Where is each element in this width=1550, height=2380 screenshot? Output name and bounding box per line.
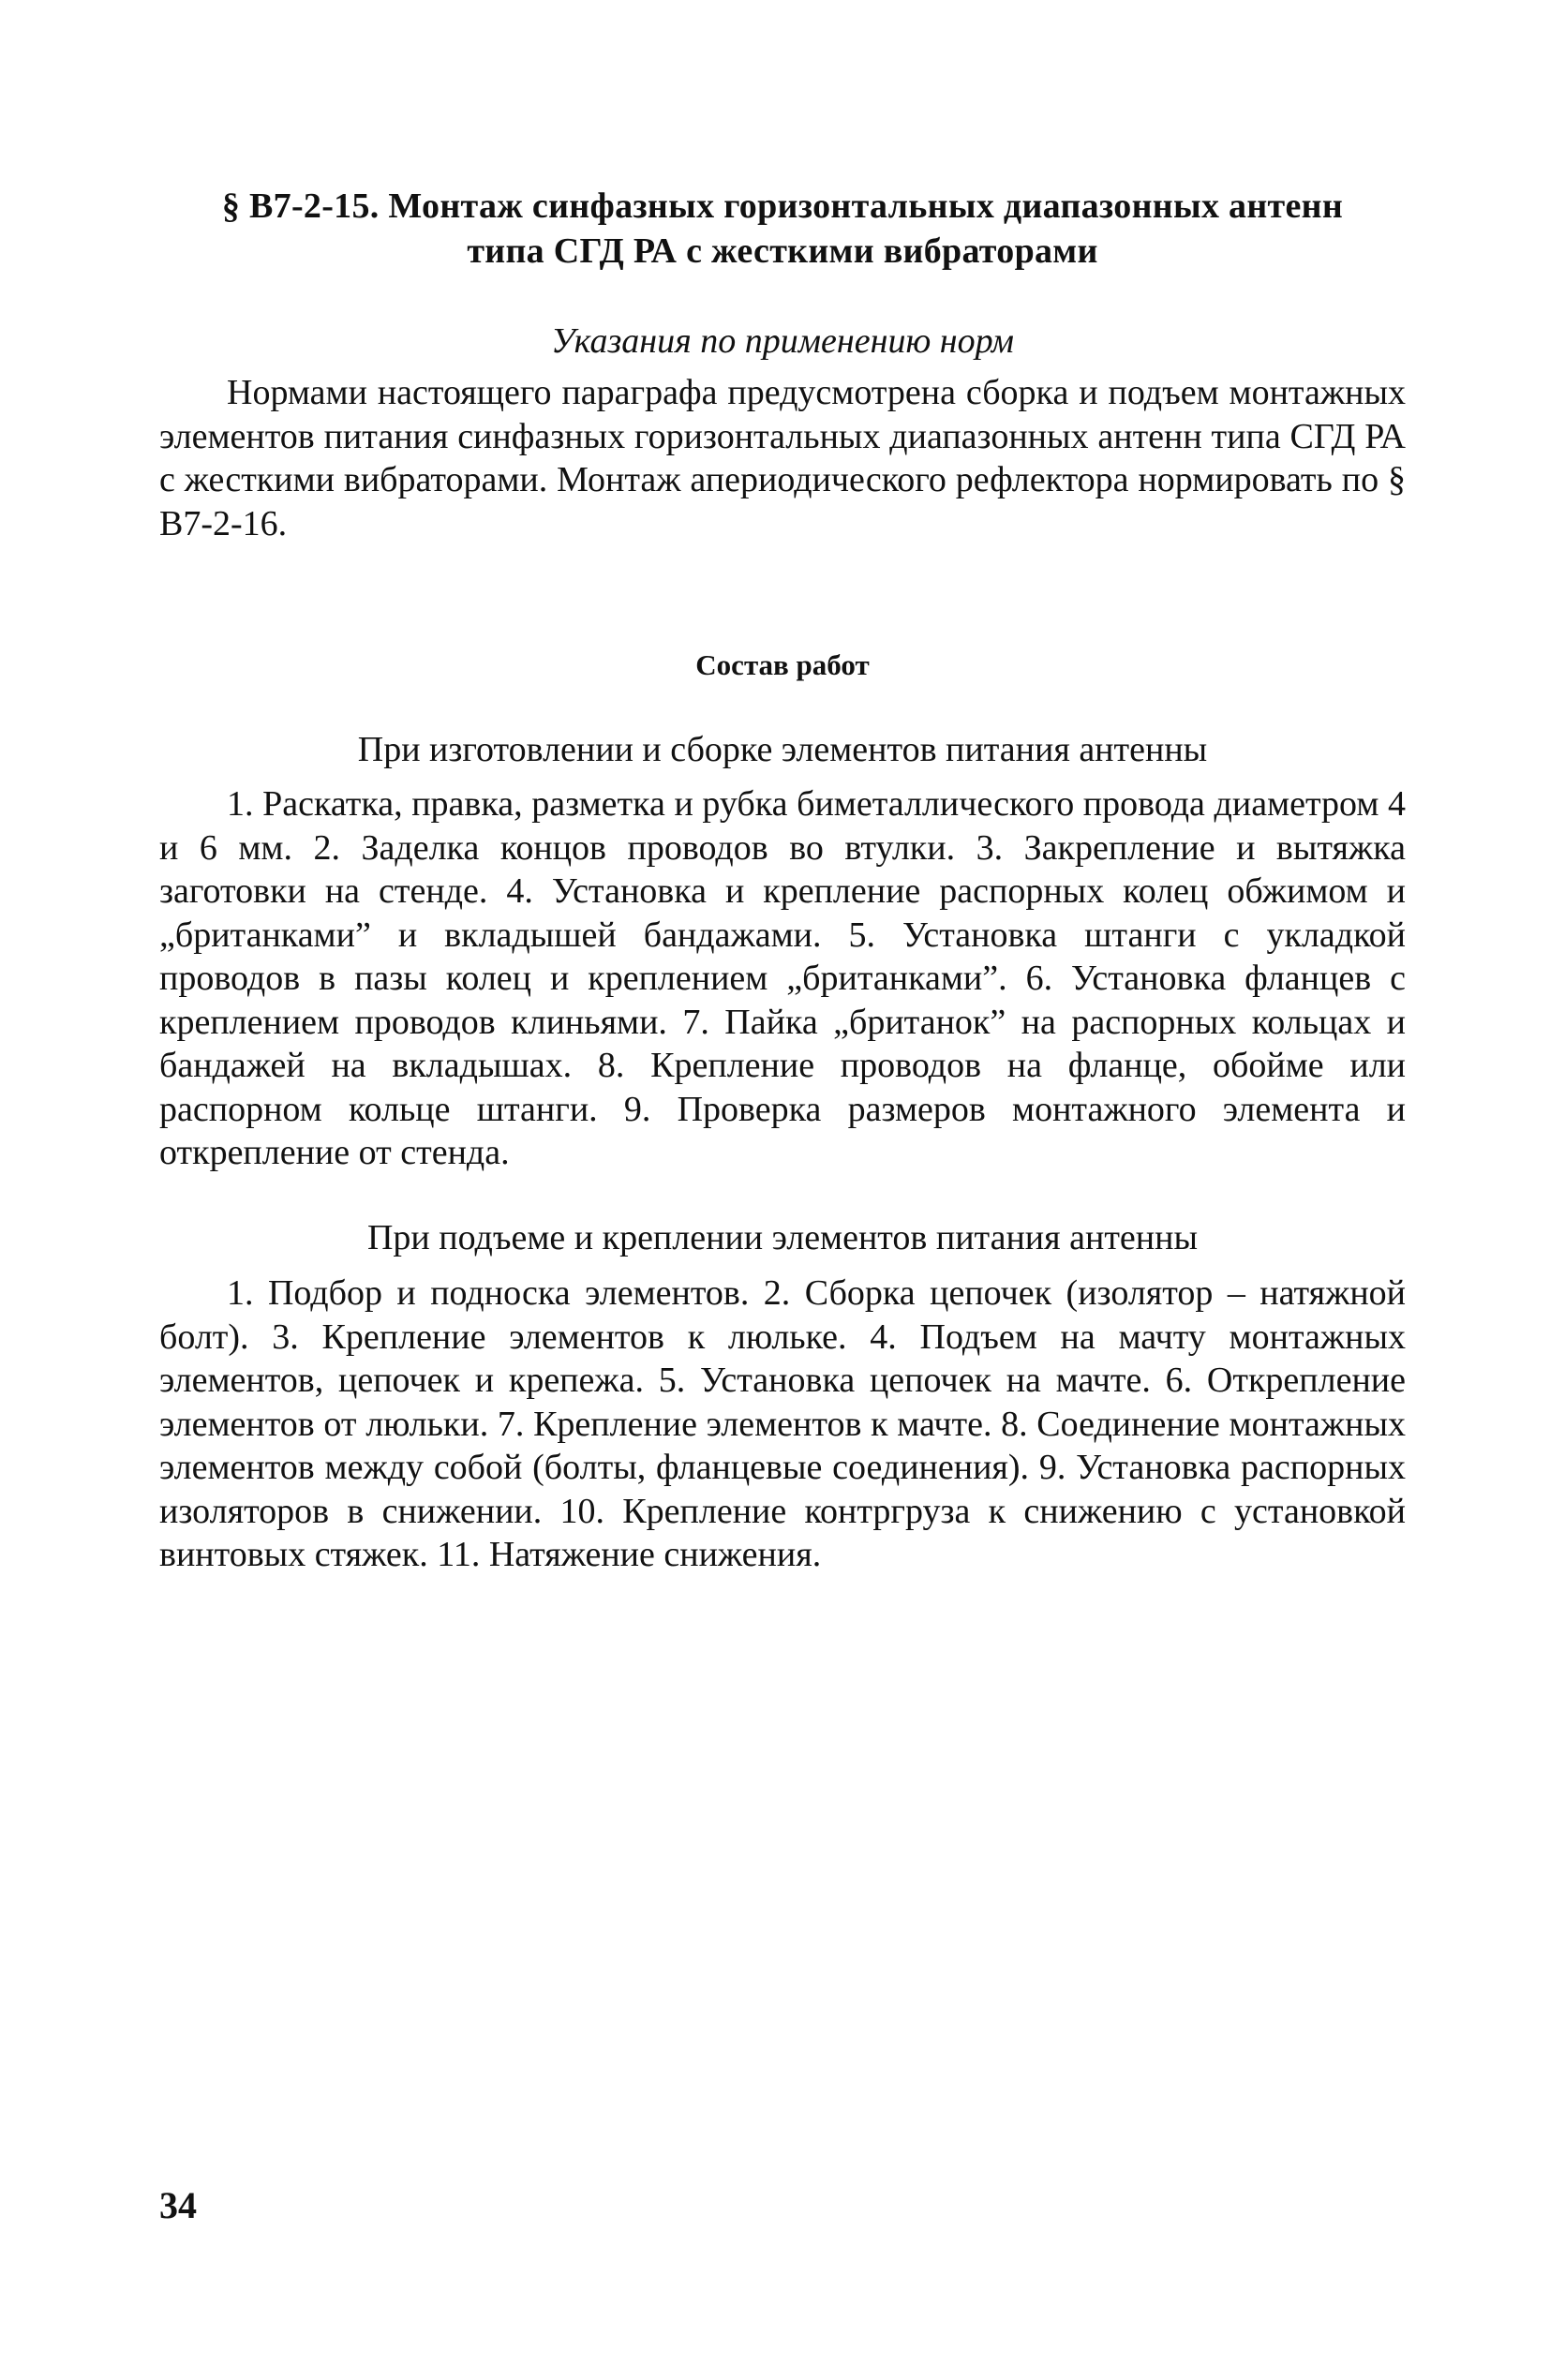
section-title-line-1: § В7-2-15. Монтаж синфазных горизонтальных диапазонных антенн bbox=[221, 186, 1344, 226]
page-number: 34 bbox=[159, 2184, 197, 2226]
usage-paragraph: Нормами настоящего параграфа предусмотрена сборка и подъем монтажных элементов питания синфазных горизонтальных диапазонных антенн типа СГД РА с жесткими вибраторами. Монтаж апериодического рефлектора нормировать по § В7-2-16. bbox=[159, 373, 1406, 543]
usage-heading: Указания по применению норм bbox=[551, 321, 1014, 361]
fabrication-section-paragraph: 1. Раскатка, правка, разметка и рубка биметаллического провода диаметром 4 и 6 мм. 2. Заделка концов проводов во втулки. 3. Закрепление и вытяжка заготовки на стенде. 4. Установка и крепление распорных колец обжимом и „британками” и вкладышей бандажами. 5. Установка штанги с укладкой проводов в пазы колец и креплением „британками”. 6. Установка фланцев с креплением проводов клиньями. 7. Пайка „британок” на распорных кольцах и бандажей на вкладышах. 8. Крепление проводов на фланце, обойме или распорном кольце штанги. 9. Проверка размеров монтажного элемента и открепление от стенда. bbox=[159, 784, 1406, 1172]
fabrication-section-heading: При изготовлении и сборке элементов питания антенны bbox=[357, 730, 1208, 769]
section-title-line-2: типа СГД РА с жесткими вибраторами bbox=[467, 231, 1098, 271]
lifting-section-paragraph: 1. Подбор и подноска элементов. 2. Сборка цепочек (изолятор – натяжной болт). 3. Крепление элементов к люльке. 4. Подъем на мачту монтажных элементов, цепочек и крепежа. 5. Установка цепочек на мачте. 6. Открепление элементов от люльки. 7. Крепление элементов к мачте. 8. Соединение монтажных элементов между собой (болты, фланцевые соединения). 9. Установка распорных изоляторов в снижении. 10. Крепление контргруза к снижению с установкой винтовых стяжек. 11. Натяжение снижения. bbox=[159, 1273, 1406, 1574]
section-title bbox=[159, 184, 1406, 274]
work-composition-heading: Состав работ bbox=[695, 648, 870, 681]
lifting-section-heading: При подъеме и креплении элементов питания антенны bbox=[366, 1218, 1198, 1257]
